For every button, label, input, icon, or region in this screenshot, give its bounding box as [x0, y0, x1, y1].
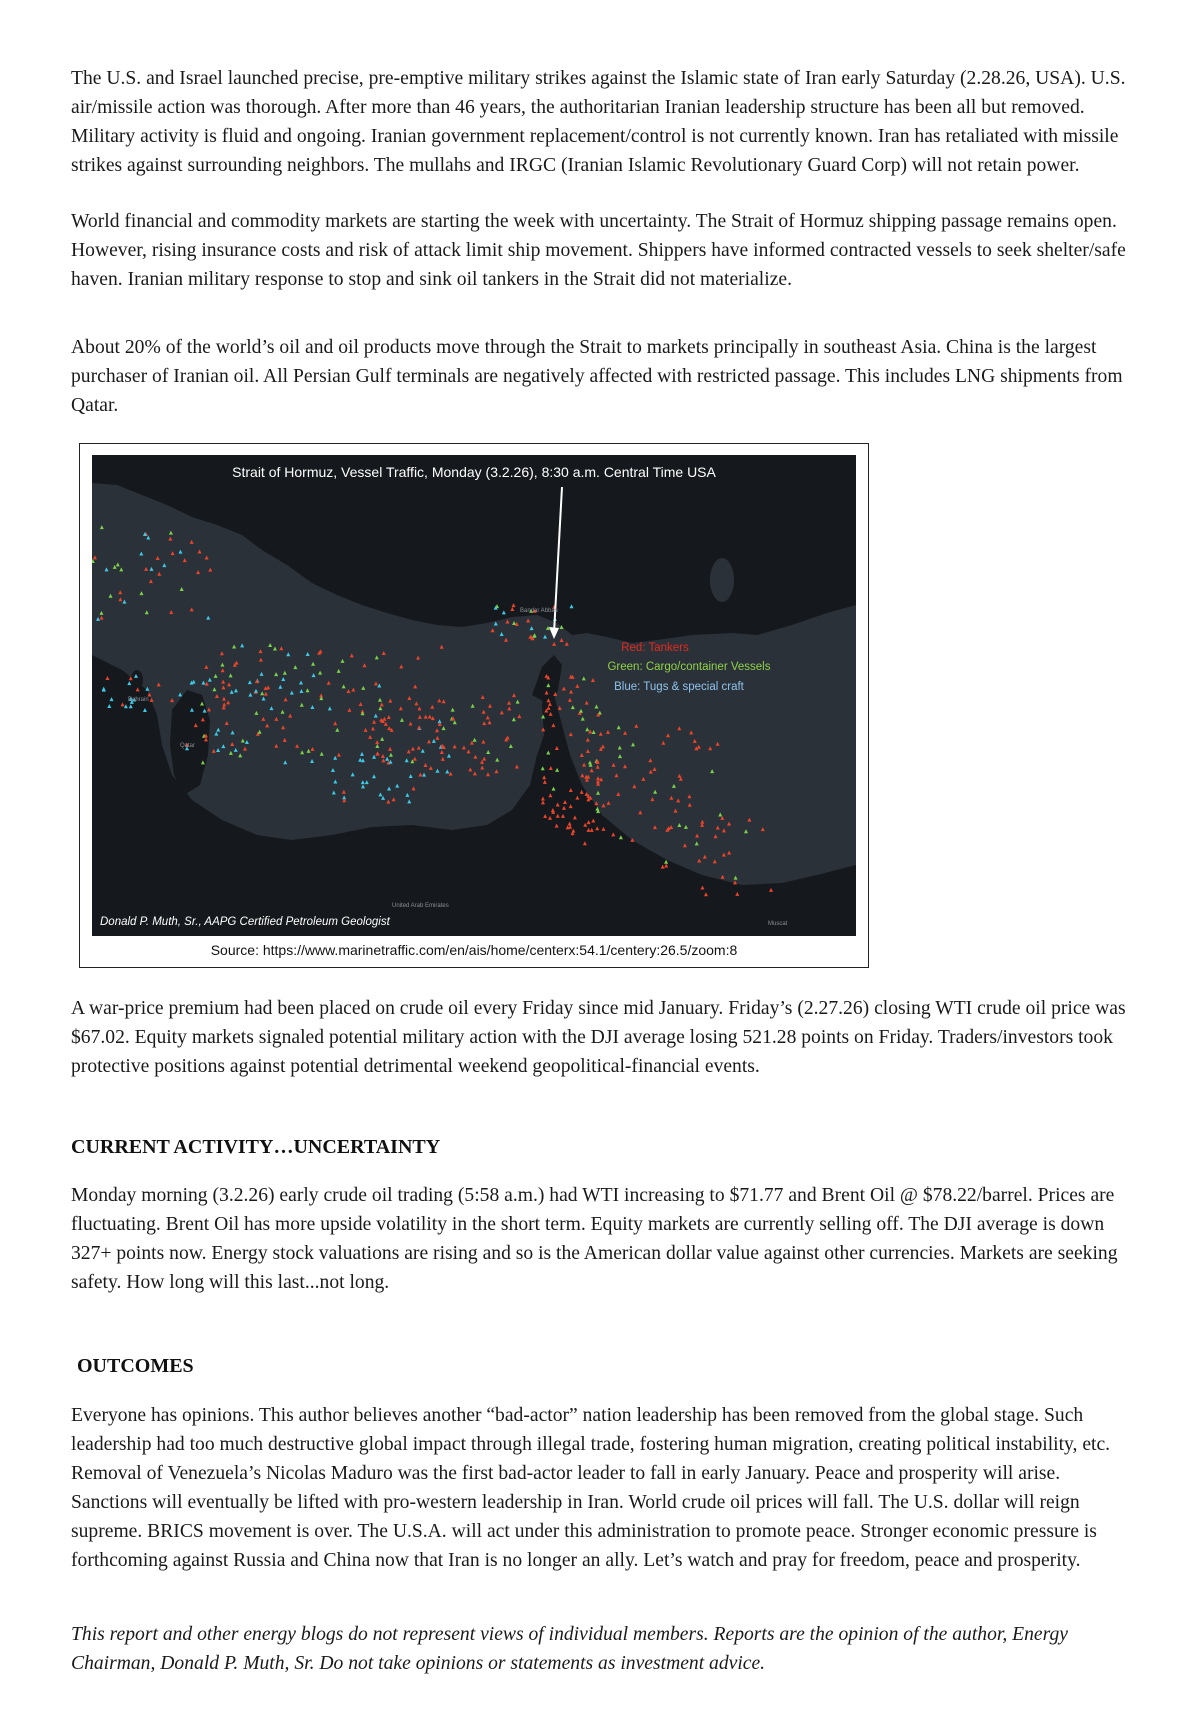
map-title: Strait of Hormuz, Vessel Traffic, Monday (3.2.26), 8:30 a.m. Central Time USA [232, 464, 716, 480]
vessel-traffic-figure [79, 443, 869, 968]
paragraph-monday-trading: Monday morning (3.2.26) early crude oil trading (5:58 a.m.) had WTI increasing to $71.77 and Brent Oil @ $78.22/barrel. Prices are fluctuating. Brent Oil has more upside volatility in the short term. Equity markets are currently selling off. The DJI average is down 327+ points now. Energy stock valuations are rising and so is the American dollar value against other currencies. Markets are seeking safety. How long will this last...not long. [71, 1185, 1118, 1293]
paragraph-strikes: The U.S. and Israel launched precise, pre-emptive military strikes against the Islamic state of Iran early Saturday (2.28.26, USA). U.S. air/missile action was thorough. After more than 46 years, the authoritarian Iranian leadership structure has been all but removed. Military activity is fluid and ongoing. Iranian government replacement/control is not currently known. Iran has retaliated with missile strikes against surrounding neighbors. The mullahs and IRGC (Iranian Islamic Revolutionary Guard Corp) will not retain power. [71, 68, 1126, 176]
place-qatar: Qatar [180, 743, 196, 749]
paragraph-outcomes: Everyone has opinions. This author believes another “bad-actor” nation leadership has been removed from the global stage. Such leadership had too much destructive global impact through illegal trade, fostering human migration, creating political instability, etc. Removal of Venezuela’s Nicolas Maduro was the first bad-actor leader to fall in early January. Peace and prosperity will arise. Sanctions will eventually be lifted with pro-western leadership in Iran. World crude oil prices will fall. The U.S. dollar will reign supreme. BRICS movement is over. The U.S.A. will act under this administration to promote peace. Stronger economic pressure is forthcoming against Russia and China now that Iran is no longer an ally. Let’s watch and pray for freedom, peace and prosperity. [71, 1405, 1111, 1571]
place-muscat: Muscat [768, 921, 788, 927]
place-bahrain: Bahrain [128, 697, 149, 703]
heading-outcomes: OUTCOMES [77, 1355, 194, 1377]
legend-tankers: Red: Tankers [621, 642, 689, 654]
place-bandar-abbas: Bandar Abbas [520, 608, 558, 614]
vessel-traffic-map [92, 455, 856, 936]
paragraph-war-premium: A war-price premium had been placed on crude oil every Friday since mid January. Friday’s (2.27.26) closing WTI crude oil price was $67.02. Equity markets signaled potential military action with the DJI average losing 521.28 points on Friday. Traders/investors took protective positions against potential detrimental weekend geopolitical-financial events. [71, 998, 1126, 1077]
map-credit: Donald P. Muth, Sr., AAPG Certified Petroleum Geologist [100, 916, 390, 928]
paragraph-oil-flow: About 20% of the world’s oil and oil products move through the Strait to markets principally in southeast Asia. China is the largest purchaser of Iranian oil. All Persian Gulf terminals are negatively affected with restricted passage. This includes LNG shipments from Qatar. [71, 337, 1123, 416]
heading-current-activity: CURRENT ACTIVITY…UNCERTAINTY [71, 1136, 441, 1158]
legend-cargo: Green: Cargo/container Vessels [607, 661, 771, 673]
place-uae: United Arab Emirates [392, 903, 449, 909]
map-inland-lake [710, 558, 734, 602]
legend-tugs: Blue: Tugs & special craft [614, 681, 744, 693]
figure-source: Source: https://www.marinetraffic.com/en/ais/home/centerx:54.1/centery:26.5/zoom:8 [210, 942, 738, 958]
disclaimer: This report and other energy blogs do not represent views of individual members. Reports are the opinion of the author, Energy Chairman, Donald P. Muth, Sr. Do not take opinions or statements as investment advice. [71, 1624, 1068, 1674]
paragraph-markets-strait: World financial and commodity markets are starting the week with uncertainty. The Strait of Hormuz shipping passage remains open. However, rising insurance costs and risk of attack limit ship movement. Shippers have informed contracted vessels to seek shelter/safe haven. Iranian military response to stop and sink oil tankers in the Strait did not materialize. [71, 211, 1126, 290]
map-land-bahrain [131, 670, 143, 690]
